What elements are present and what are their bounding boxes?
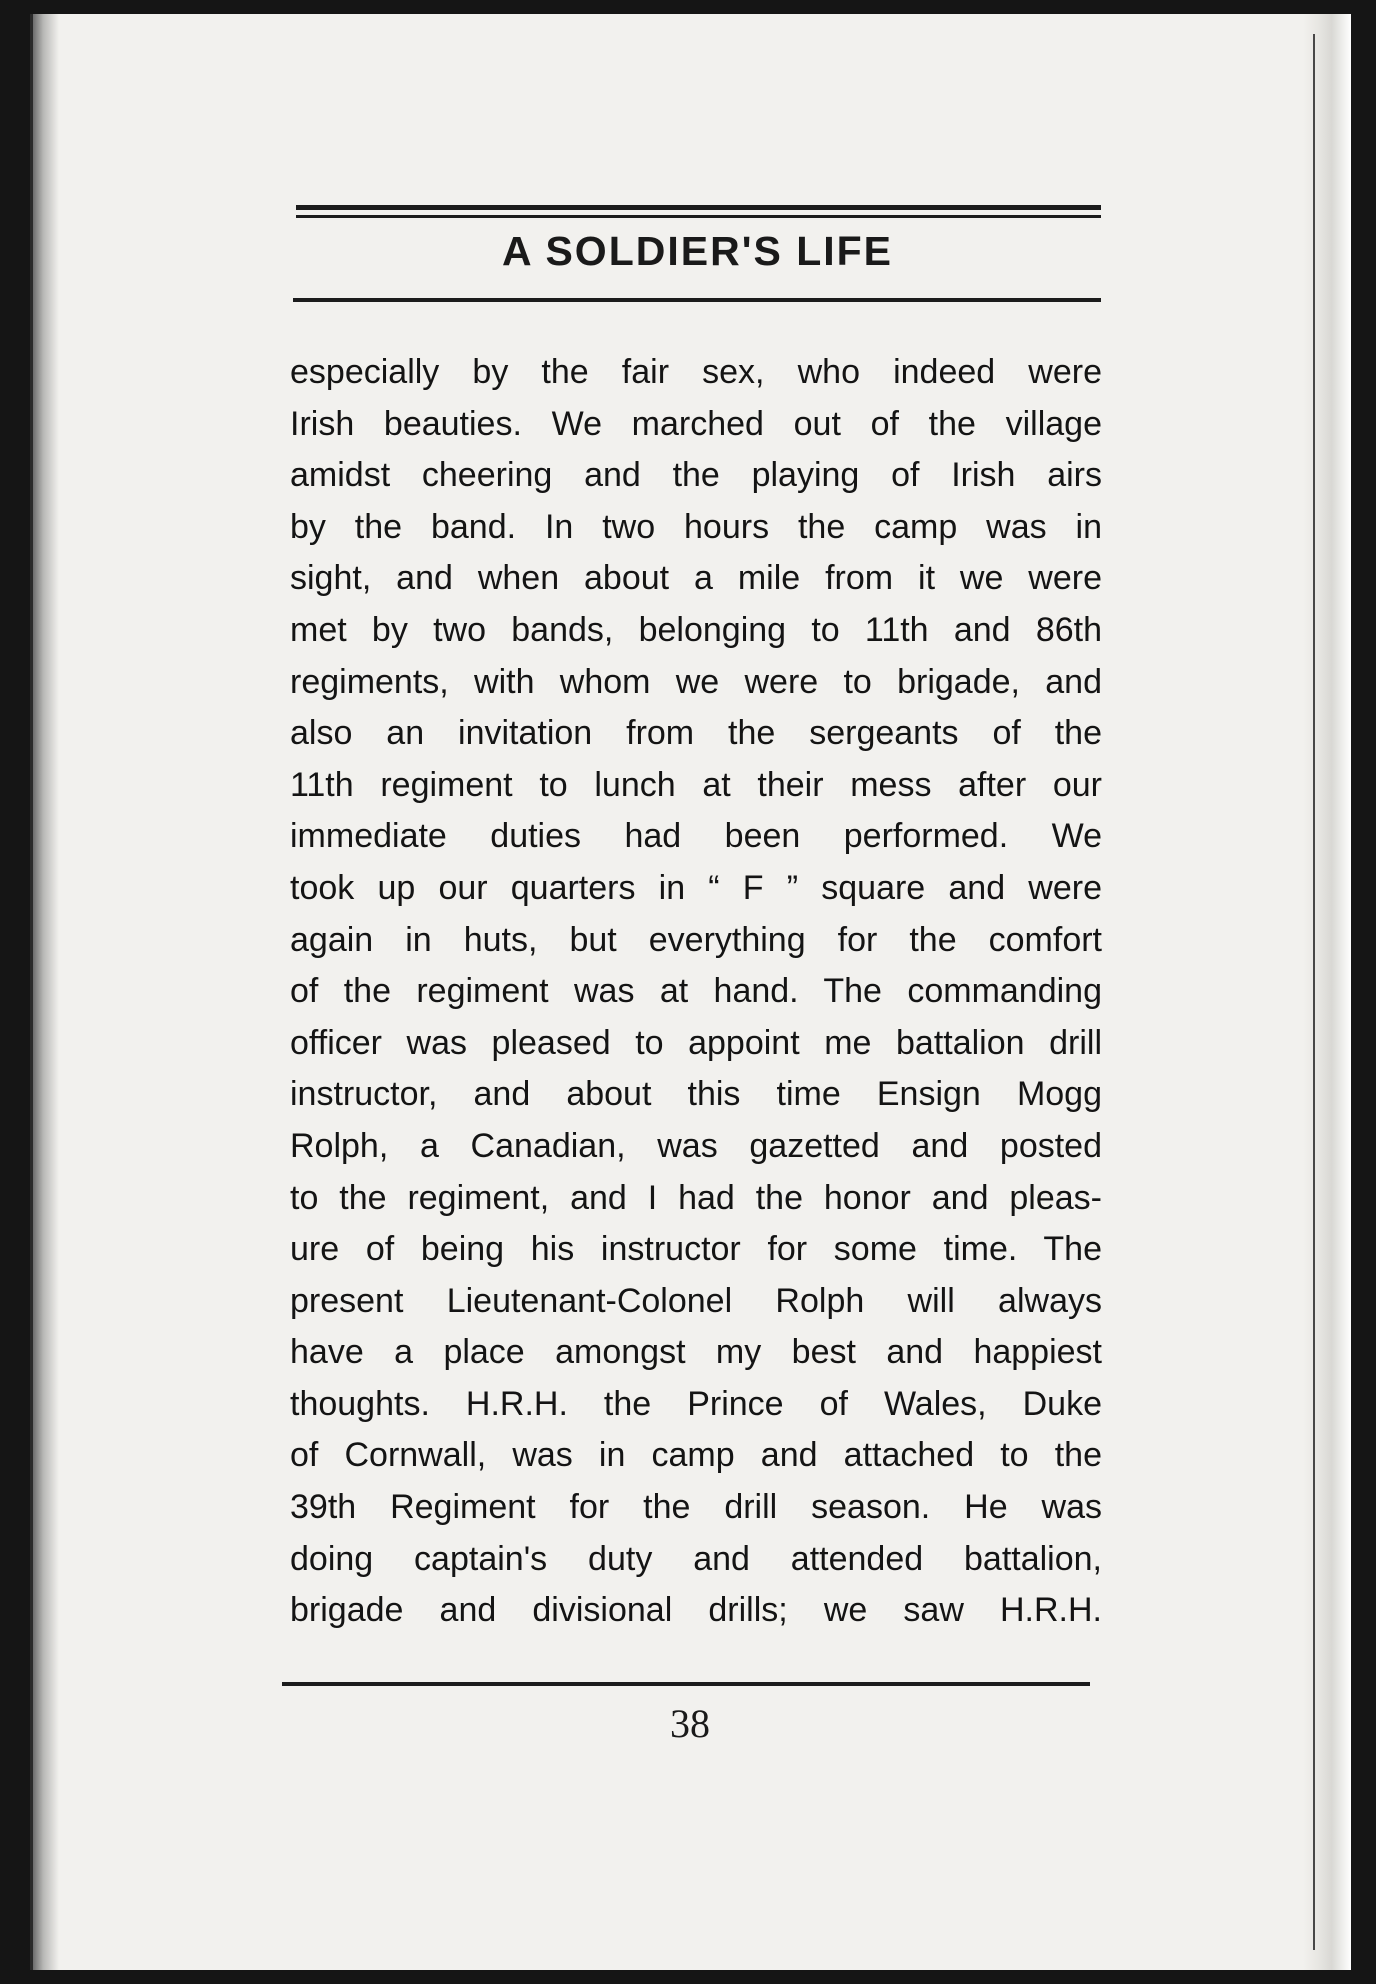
page-edge <box>1303 14 1351 1970</box>
text-line: brigade and divisional drills; we saw H.R.H. <box>290 1591 1102 1630</box>
text-line: ure of being his instructor for some time. The <box>290 1230 1102 1269</box>
text-line: regiments, with whom we were to brigade, and <box>290 662 1102 701</box>
text-line: again in huts, but everything for the comfort <box>290 920 1102 959</box>
text-line: doing captain's duty and attended battalion, <box>290 1539 1102 1578</box>
text-line: Irish beauties. We marched out of the village <box>290 404 1102 443</box>
text-line: of Cornwall, was in camp and attached to the <box>290 1436 1102 1475</box>
text-line: by the band. In two hours the camp was in <box>290 507 1102 546</box>
text-line: met by two bands, belonging to 11th and 86th <box>290 610 1102 649</box>
text-line: also an invitation from the sergeants of the <box>290 714 1102 753</box>
text-line: 39th Regiment for the drill season. He was <box>290 1488 1102 1527</box>
text-line: thoughts. H.R.H. the Prince of Wales, Duke <box>290 1384 1102 1423</box>
header-double-rule-bottom <box>296 215 1101 218</box>
text-line: especially by the fair sex, who indeed were <box>290 353 1102 391</box>
text-line: sight, and when about a mile from it we were <box>290 559 1102 598</box>
page-edge-line <box>1313 34 1315 1950</box>
running-head: A SOLDIER'S LIFE <box>501 228 894 274</box>
text-line: officer was pleased to appoint me battalion drill <box>290 1023 1102 1062</box>
text-line: instructor, and about this time Ensign Mogg <box>290 1075 1102 1114</box>
text-line: of the regiment was at hand. The commanding <box>290 972 1102 1011</box>
text-line: Rolph, a Canadian, was gazetted and posted <box>290 1126 1102 1165</box>
gutter-shadow <box>33 14 59 1970</box>
text-line: 11th regiment to lunch at their mess after our <box>290 765 1102 804</box>
text-line: present Lieutenant-Colonel Rolph will always <box>290 1281 1102 1320</box>
text-line: amidst cheering and the playing of Irish airs <box>290 456 1102 495</box>
text-line: immediate duties had been performed. We <box>290 817 1102 856</box>
header-double-rule-top <box>296 205 1101 210</box>
page-number: 38 <box>670 1701 710 1746</box>
header-rule <box>293 298 1101 302</box>
text-line: took up our quarters in “ F ” square and were <box>290 868 1102 907</box>
footer-rule <box>282 1682 1090 1686</box>
text-line: to the regiment, and I had the honor and pleas- <box>290 1178 1102 1217</box>
text-line: have a place amongst my best and happiest <box>290 1333 1102 1372</box>
body-text <box>290 347 1102 1637</box>
